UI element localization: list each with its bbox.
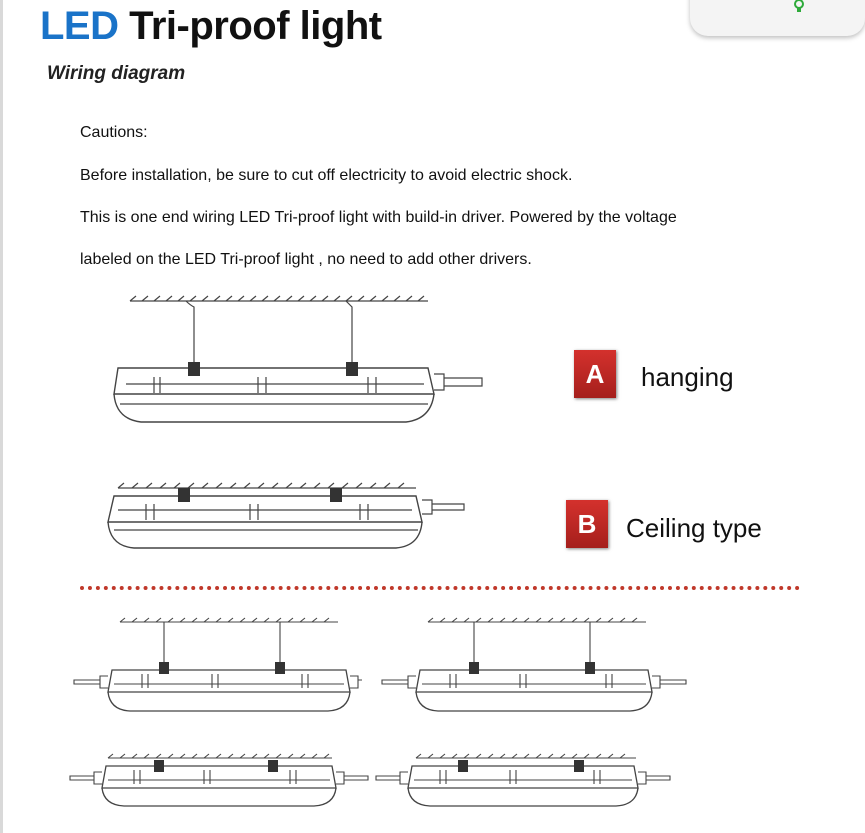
page-title	[40, 4, 382, 48]
suspension-wire-right	[346, 301, 352, 362]
caution-line-2: This is one end wiring LED Tri-proof light with build-in driver. Powered by the voltage	[80, 209, 677, 226]
label-a: A	[574, 350, 616, 398]
label-b-text: Ceiling type	[626, 513, 762, 543]
title-accent: LED	[40, 4, 119, 48]
double-end-ceiling-left	[68, 750, 368, 812]
caution-line-3: labeled on the LED Tri-proof light , no need to add other drivers.	[80, 251, 532, 268]
cautions-heading: Cautions:	[80, 124, 148, 141]
page-left-border	[0, 0, 3, 833]
fixture-housing	[114, 394, 434, 422]
label-a-text: hanging	[641, 362, 734, 392]
label-b: B	[566, 500, 608, 548]
title-rest: Tri-proof light	[129, 4, 382, 48]
hanger-clip-left	[188, 362, 200, 376]
double-end-hanging-left	[72, 614, 362, 714]
hanger-clip-right	[346, 362, 358, 376]
caution-line-1: Before installation, be sure to cut off electricity to avoid electric shock.	[80, 167, 573, 184]
corner-badge	[690, 0, 865, 36]
section-divider	[80, 586, 800, 590]
ceiling-fixture-diagram	[104, 480, 474, 555]
lightbulb-icon	[792, 0, 806, 14]
double-end-hanging-right	[380, 614, 690, 714]
section-subtitle: Wiring diagram	[47, 63, 186, 84]
suspension-wire-left	[186, 301, 194, 362]
ceiling-hatching	[130, 296, 424, 301]
hanging-fixture-diagram	[106, 292, 486, 427]
double-end-ceiling-right	[372, 750, 672, 812]
fixture-cover	[114, 368, 434, 394]
